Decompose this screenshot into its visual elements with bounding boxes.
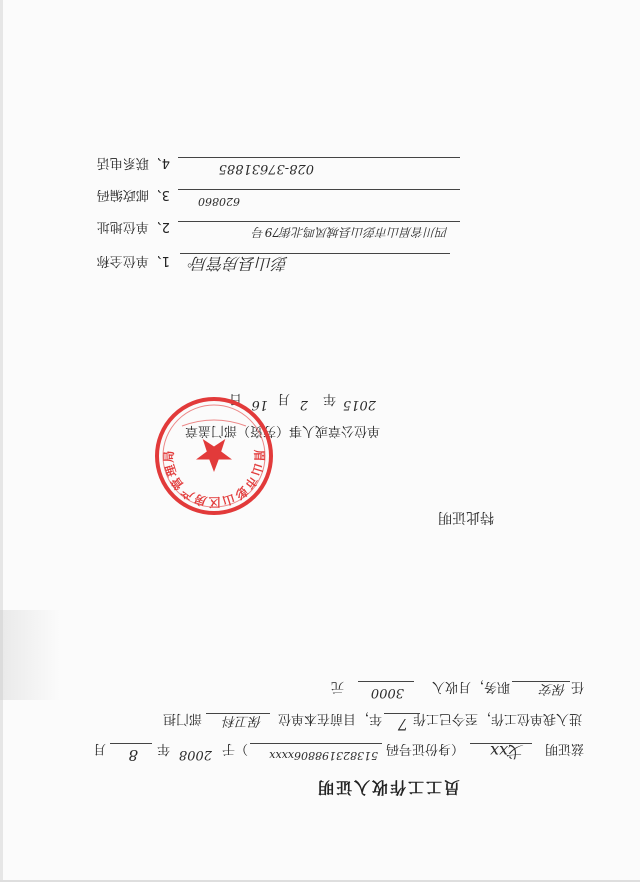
date-year: 2015 [342,397,376,412]
department: 保卫科 [222,713,262,728]
field-value-company: 彭山县房管局 [191,254,288,273]
field-label-address: 2、单位地址 [96,219,170,234]
position: 保安 [539,681,566,696]
date-month: 2 [299,397,308,412]
official-seal [152,394,276,518]
line3-text-a: 任 [570,679,584,694]
income-amount: 3000 [370,685,404,700]
field-line-address [178,221,460,222]
currency-label: 元 [330,679,344,694]
name-underline [470,743,532,744]
department-underline [206,713,270,714]
field-value-postcode: 620860 [198,195,240,208]
document-title: 员工工作收入证明 [315,778,460,797]
date-month-label: 月 [276,391,290,406]
department-label: 部门担 [162,711,202,726]
employee-name: 戈xx [489,742,524,761]
position-underline [512,681,570,682]
date-year-label: 年 [322,391,336,406]
field-line-phone [178,157,460,158]
field-label-postcode: 3、邮政编码 [96,187,170,202]
field-value-address: 四川省眉山市彭山县城凤鸣北街79号 [252,225,448,239]
start-month: 8 [128,746,138,764]
year-label: 年 [156,741,170,756]
id-number: 513823198806xxxx [269,749,378,762]
month-underline [110,743,152,744]
field-value-phone: 028-37631885 [218,161,314,176]
start-year: 2008 [178,747,212,762]
line3-text-b: 职务，月收入 [431,679,510,694]
date-day-label: 日 [228,391,242,406]
id-suffix: ）于 [221,741,248,756]
intro-text: 兹证明 [544,741,584,756]
years-underline [384,713,420,714]
seal-instruction: 单位公章或人事（劳资）部门盖章 [184,423,380,438]
id-underline [250,743,382,744]
field-line-postcode [178,189,460,190]
field-label-company: 1、单位全称 [96,253,170,268]
field-label-phone: 4、联系电话 [96,155,170,170]
line2-text-b: 年，目前在本单位 [277,711,382,726]
certify-text: 特此证明 [438,509,494,525]
date-day: 16 [251,397,268,412]
field-line-company [180,253,450,254]
month-label: 月 [92,741,106,756]
seal-graphic [152,394,276,518]
line2-text-a: 进入我单位工作，至今已工作 [412,711,582,726]
income-underline [358,681,414,682]
id-prefix: （身份证号码 [385,741,464,756]
field-value-company-mark: 。 [178,261,192,276]
years-worked: 7 [397,715,408,734]
seal-text: 眉山市彭山区房产管理局 [161,449,267,509]
